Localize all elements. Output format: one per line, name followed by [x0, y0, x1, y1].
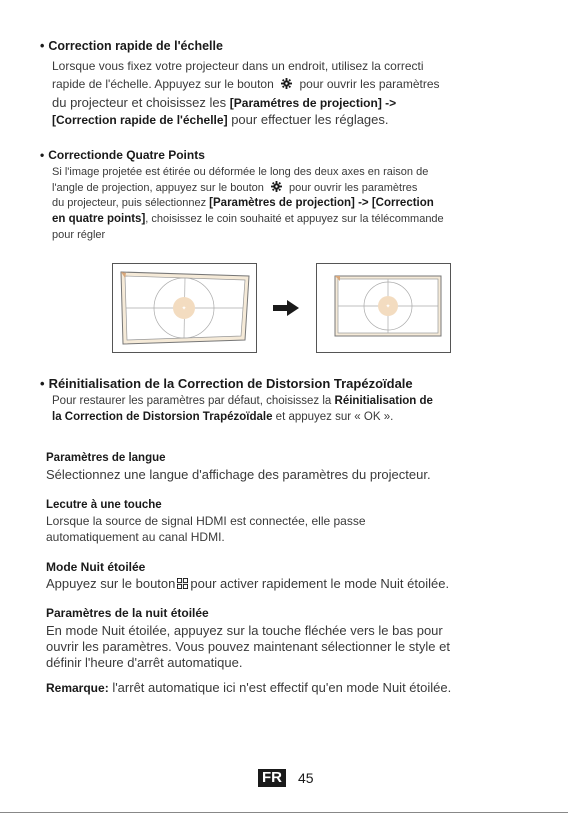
section-title-four-points: • Correctionde Quatre Points — [40, 148, 205, 162]
text-line: Lorsque vous fixez votre projecteur dans un endroit, utilisez la correcti — [52, 59, 424, 73]
projection-distorted-illustration — [113, 264, 256, 352]
text-line — [52, 181, 417, 194]
gear-icon — [281, 78, 292, 89]
text-line: définir l'heure d'arrêt automatique. — [46, 655, 243, 670]
heading-one-touch: Lecutre à une touche — [46, 499, 162, 511]
text-fragment: pour effectuer les réglages. — [231, 112, 389, 127]
heading-language: Paramètres de langue — [46, 452, 166, 464]
text-line: En mode Nuit étoilée, appuyez sur la touche fléchée vers le bas pour — [46, 623, 443, 638]
figure-after — [316, 263, 451, 353]
heading-starry-mode: Mode Nuit étoilée — [46, 560, 146, 574]
text-line — [52, 197, 434, 209]
text-line — [52, 213, 444, 225]
svg-text:✦: ✦ — [181, 305, 187, 312]
figure-before — [112, 263, 257, 353]
text-line: ouvrir les paramètres. Vous pouvez maintenant sélectionner le style et — [46, 639, 450, 654]
text-bold: [Paramètres de projection] -> [Correction — [209, 197, 434, 209]
text-fragment: pour activer rapidement le mode Nuit étoilée. — [190, 576, 450, 591]
text-line — [46, 576, 449, 591]
text-line: Lorsque la source de signal HDMI est connectée, elle passe — [46, 514, 366, 528]
projection-corrected-illustration — [317, 264, 450, 352]
page-number: 45 — [298, 770, 314, 786]
note-line — [46, 680, 451, 695]
text-line: pour régler — [52, 229, 106, 241]
text-bold: la Correction de Distorsion Trapézoïdale — [52, 411, 273, 423]
text-fragment: , choisissez le coin souhaité et appuyez sur la télécommande — [145, 213, 444, 225]
text-bold: Réinitialisation de — [334, 395, 433, 407]
text-fragment: et appuyez sur « OK ». — [275, 411, 394, 423]
grid-icon — [177, 578, 188, 589]
text-line — [52, 95, 396, 110]
note-text: l'arrêt automatique ici n'est effectif qu'en mode Nuit étoilée. — [112, 680, 452, 695]
text-line — [52, 77, 440, 91]
language-badge: FR — [258, 769, 286, 787]
bottom-divider — [0, 812, 568, 813]
text-line: Sélectionnez une langue d'affichage des paramètres du projecteur. — [46, 467, 431, 482]
text-line — [52, 112, 389, 127]
text-bold: [Correction rapide de l'échelle] — [52, 113, 228, 127]
text-fragment: du projecteur, puis sélectionnez — [52, 197, 207, 209]
text-fragment: Pour restaurer les paramètres par défaut, choisissez la — [52, 395, 332, 407]
text-line: automatiquement au canal HDMI. — [46, 530, 225, 544]
text-fragment: l'angle de projection, appuyez sur le bouton — [52, 182, 264, 194]
text-line — [52, 395, 433, 407]
text-fragment: Appuyez sur le bouton — [46, 576, 176, 591]
heading-starry-settings: Paramètres de la nuit étoilée — [46, 606, 209, 620]
text-line — [52, 411, 393, 423]
text-bold: [Paramétres de projection] -> — [229, 96, 397, 110]
section-title-quick-scale: • Correction rapide de l'échelle — [40, 39, 223, 53]
text-fragment: rapide de l'échelle. Appuyez sur le bouton — [52, 77, 274, 91]
svg-text:✦: ✦ — [385, 303, 391, 310]
text-fragment: pour ouvrir les paramètres — [288, 182, 418, 194]
note-label: Remarque: — [46, 681, 109, 695]
gear-icon — [271, 181, 282, 192]
section-title-keystone-reset: • Réinitialisation de la Correction de Distorsion Trapézoïdale — [40, 376, 413, 391]
text-fragment: pour ouvrir les paramètres — [299, 77, 440, 91]
text-bold: en quatre points] — [52, 213, 146, 225]
arrow-right-icon — [273, 300, 299, 316]
text-line: Si l'image projetée est étirée ou déformée le long des deux axes en raison de — [52, 166, 429, 178]
text-fragment: du projecteur et choisissez les — [52, 95, 227, 110]
